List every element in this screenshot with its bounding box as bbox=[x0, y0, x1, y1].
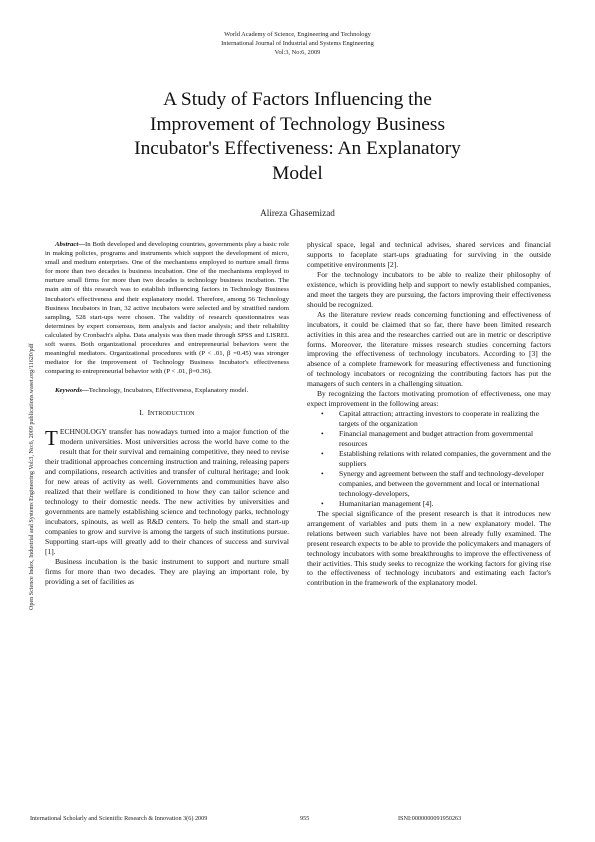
list-item: • Financial management and budget attraction from governmental resources bbox=[329, 429, 551, 449]
header-line-2: International Journal of Industrial and Systems Engineering bbox=[221, 40, 374, 48]
keywords: Keywords—Technology, Incubators, Effectiveness, Explanatory model. bbox=[55, 387, 249, 395]
footer-journal: International Scholarly and Scientific Research & Innovation 3(6) 2009 bbox=[30, 815, 208, 822]
abstract-text: In Both developed and developing countries, governments play a basic role in making policies, programs and instruments which support the development of micro, small and medium enterprises. One of the mechanisms employed to nurture small firms for more than two decades is business incubation. One of the mechanisms employed to nurture small firms for more than two decades is technology business incubation. The main aim of this research was to establish influencing factors in Technology Business Incubator's effectiveness and their explanatory model. Therefore, among 56 Technology Business Incubators in Iran, 32 active incubators were selected and by stratified random sampling, 528 start-ups were chosen. The validity of research questionnaires was determines by expert consensus, item analysis and factor analysis; and their reliability calculated by Cronbach's alpha. Data analysis was then made through SPSS and LISREL soft wares. Both organizational procedures and entrepreneurial behaviors were the meaningful mediators. Organizational procedures with (P < .01, β =0.45) was stronger mediator for the improvement of Technology Business Incubator's effectiveness comparing to entrepreneurial behavior with (P < .01, β=0.36). bbox=[45, 241, 289, 376]
abstract: Abstract—In Both developed and developing countries, governments play a basic role in making policies, programs and instruments which support the development of micro, small and medium enterprises. One of the mechanisms employed to nurture small firms for more than two decades is business incubation. One of the mechanisms employed to nurture small firms for more than two decades is technology business incubation. The main aim of this research was to establish influencing factors in Technology Business Incubator's effectiveness and their explanatory model. Therefore, among 56 Technology Business Incubators in Iran, 32 active incubators were selected and by stratified random sampling, 528 start-ups were chosen. The validity of research questionnaires was determines by expert consensus, item analysis and factor analysis; and their reliability calculated by Cronbach's alpha. Data analysis was then made through SPSS and LISREL soft wares. Both organizational procedures and entrepreneurial behaviors were the meaningful mediators. Organizational procedures with (P < .01, β =0.45) was stronger mediator for the improvement of Technology Business Incubator's effectiveness comparing to entrepreneurial behavior with (P < .01, β=0.36). bbox=[45, 241, 289, 376]
journal-header bbox=[0, 30, 595, 58]
right-column bbox=[307, 240, 551, 588]
drop-cap: T bbox=[45, 426, 58, 451]
author-name: Alireza Ghasemizad bbox=[260, 208, 335, 218]
side-stamp-text: Open Science Index, Industrial and Systems Engineering Vol:3, No:6, 2009 publications.waset.org/11620/pdf bbox=[29, 343, 35, 610]
section-title-first: I bbox=[147, 407, 151, 417]
section-title-rest: NTRODUCTION bbox=[150, 410, 195, 417]
header-line-1: World Academy of Science, Engineering and Technology bbox=[224, 31, 371, 38]
intro-paragraph-1 bbox=[45, 427, 289, 556]
right-paragraph-5: The special significance of the present research is that it introduces new arrangement of variables and puts them in a new explanatory model. The relations between such variables have not been already fully examined. The present research expects to be able to provide the policymakers and managers of technology incubators with some breakthroughs to improve the effectiveness of their activities. This study seeks to recognize the working factors for giving rise to the effectiveness of technology incubators and estimating each factor's contribution in the framework of the explanatory model. bbox=[307, 508, 551, 588]
right-paragraph-3: As the literature review reads concerning functioning and effectiveness of incubators, it could be claimed that so far, there have been limited research activities in this area and the researches carried out are in metric or descriptive forms. Moreover, the literature misses research studies concerning factors improving the effectiveness of technology incubators. According to [3] the absence of a complete framework for measuring effectiveness and functioning of technology incubators or recognizing the contributing factors has put the managers of such centers in a challenging situation. bbox=[307, 309, 551, 389]
paper-title bbox=[90, 88, 505, 186]
section-numeral: I. bbox=[139, 407, 144, 417]
page-number: 955 bbox=[300, 815, 310, 822]
title-line-1: A Study of Factors Influencing the bbox=[163, 89, 432, 110]
list-item: • Establishing relations with related companies, the government and the suppliers bbox=[329, 449, 551, 469]
header-line-3: Vol:3, No:6, 2009 bbox=[274, 49, 321, 57]
right-paragraph-1: physical space, legal and technical advises, shared services and financial supports to faceplate start-ups graduating for surviving in the outside competitive environments [2]. bbox=[307, 240, 551, 269]
left-column bbox=[45, 240, 289, 587]
title-line-3: Incubator's Effectiveness: An Explanatory bbox=[134, 138, 461, 160]
title-line-2: Improvement of Technology Business bbox=[149, 113, 446, 135]
list-item: • Capital attraction; attracting investors to cooperate in realizing the targets of the organization bbox=[329, 409, 551, 429]
section-heading-introduction bbox=[45, 408, 289, 420]
intro-paragraph-1-text: ECHNOLOGY transfer has nowadays turned into a major function of the modern universities. Most universities across the world have come to the result that for their survival and remaining competitive, they need to revise their traditional approaches concerning instruction and training, releasing papers and compilations, research activities and transfer of cultural heritage; and look for new areas of activity as well. Governments and communities have also realized that their welfare is conditioned to how they can tailor science and technology to their domestic needs. The new activities by universities and governments are namely establishing science and technology parks, technology incubators, spinouts, as well as R&D centers. To help the small and start-up companies to grow and survive is among the targets of such institutions pursue. Supporting start-ups will greatly add to their chances of success and survival [1]. bbox=[45, 427, 289, 556]
keywords-text: Technology, Incubators, Effectiveness, Explanatory model. bbox=[88, 387, 249, 395]
intro-paragraph-2: Business incubation is the basic instrument to support and nurture small firms for more than two decades. They are playing an important role, by providing a set of facilities as bbox=[45, 556, 289, 586]
abstract-label: Abstract bbox=[55, 241, 79, 248]
list-item: • Humanitarian management [4]. bbox=[329, 499, 551, 509]
improvement-areas-list bbox=[307, 409, 551, 509]
right-paragraph-4: By recognizing the factors motivating promotion of effectiveness, one may expect improvement in the following areas: bbox=[307, 389, 551, 409]
title-line-4: Model bbox=[272, 162, 323, 184]
side-stamp bbox=[28, 270, 37, 610]
right-paragraph-2: For the technology incubators to be able to realize their philosophy of existence, which is providing help and support to newly established companies, and meet the targets they are pursuing, the factors improving their effectiveness should be recognized. bbox=[307, 269, 551, 309]
keywords-label: Keywords bbox=[55, 387, 82, 395]
footer-isni: ISNI:0000000091950263 bbox=[398, 815, 462, 822]
list-item: • Synergy and agreement between the staff and technology-developer companies, and between the government and local or international technology-developers, bbox=[329, 469, 551, 499]
